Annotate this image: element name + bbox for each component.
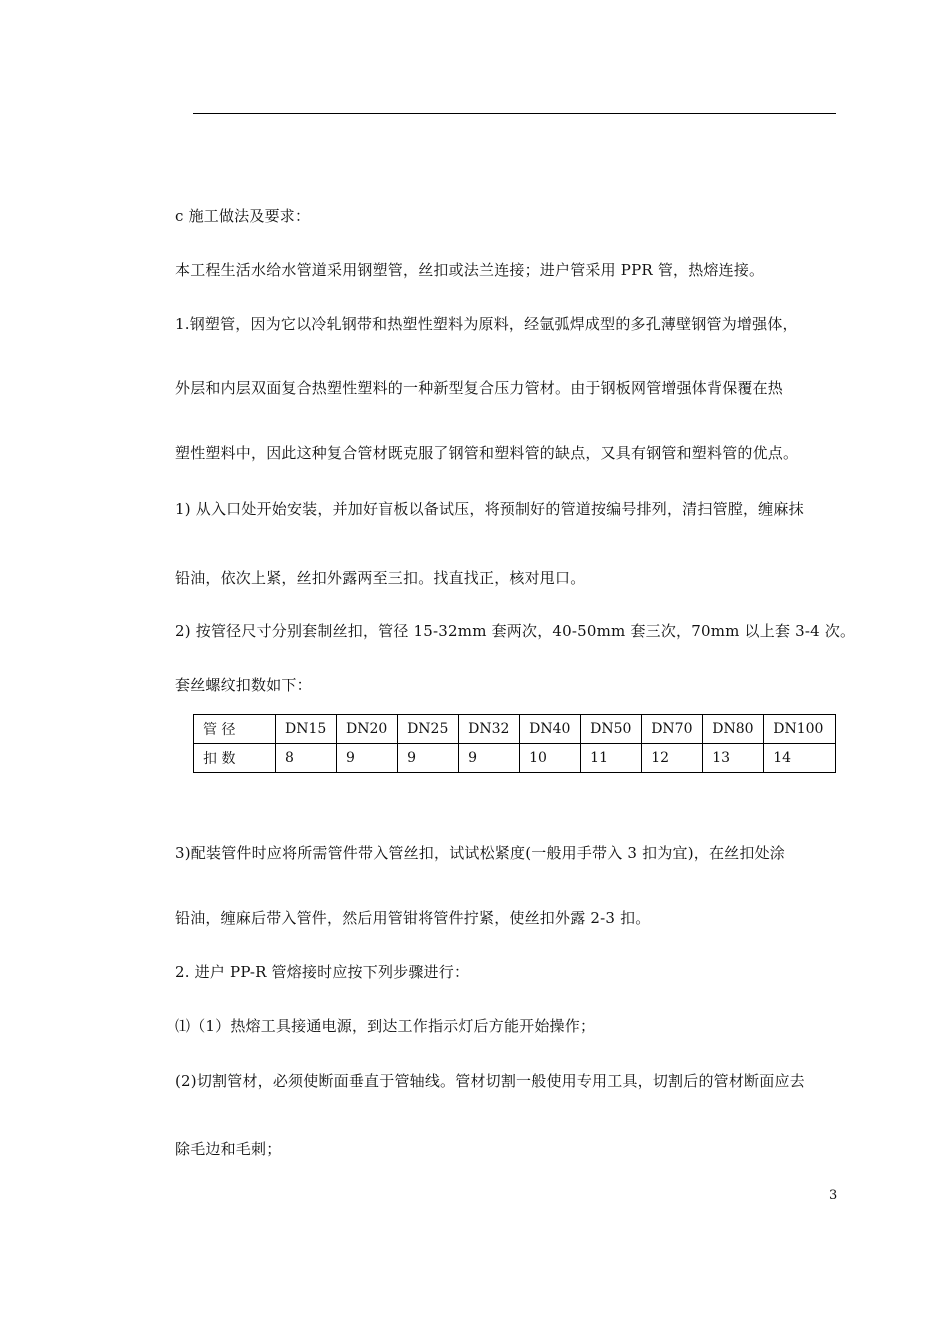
paragraph-line: ⑴（1）热熔工具接通电源，到达工作指示灯后方能开始操作；	[175, 1017, 596, 1035]
table-cell: 9	[398, 744, 459, 773]
table-cell: DN25	[398, 715, 459, 744]
table-cell: 9	[337, 744, 398, 773]
table-cell: DN20	[337, 715, 398, 744]
paragraph-line: 铅油，依次上紧，丝扣外露两至三扣。找直找正，核对甩口。	[175, 569, 586, 587]
table-row	[194, 744, 836, 773]
table-row	[194, 715, 836, 744]
section-heading: 2. 进户 PP-R 管熔接时应按下列步骤进行：	[175, 963, 470, 981]
table-cell: 10	[520, 744, 581, 773]
table-cell: 13	[703, 744, 764, 773]
table-cell: DN50	[581, 715, 642, 744]
table-cell: 管 径	[194, 715, 276, 744]
page-number: 3	[829, 1188, 838, 1203]
table-cell: 8	[276, 744, 337, 773]
table-caption: 套丝螺纹扣数如下：	[175, 676, 312, 694]
thread-count-table	[193, 714, 836, 773]
table-cell: DN70	[642, 715, 703, 744]
table-cell: DN100	[764, 715, 836, 744]
paragraph-line: 1.钢塑管，因为它以冷轧钢带和热塑性塑料为原料，经氩弧焊成型的多孔薄壁钢管为增强体，	[175, 315, 798, 333]
intro-paragraph: 本工程生活水给水管道采用钢塑管，丝扣或法兰连接；进户管采用 PPR 管，热熔连接。	[175, 261, 765, 279]
paragraph-line: (2)切割管材，必须使断面垂直于管轴线。管材切割一般使用专用工具，切割后的管材断面应去	[175, 1072, 805, 1090]
paragraph-line: 2) 按管径尺寸分别套制丝扣，管径 15-32mm 套两次，40-50mm 套三次，70mm 以上套 3-4 次。	[175, 622, 856, 640]
paragraph-line: 除毛边和毛刺；	[175, 1140, 282, 1158]
paragraph-line: 塑性塑料中，因此这种复合管材既克服了钢管和塑料管的缺点，又具有钢管和塑料管的优点。	[175, 444, 799, 462]
paragraph-line: 1) 从入口处开始安装，并加好盲板以备试压，将预制好的管道按编号排列，清扫管膛，缠麻抹	[175, 500, 804, 518]
header-rule	[193, 113, 836, 114]
paragraph-line: 3)配装管件时应将所需管件带入管丝扣，试试松紧度(一般用手带入 3 扣为宜)，在丝扣处涂	[175, 844, 785, 862]
paragraph-line: 铅油，缠麻后带入管件，然后用管钳将管件拧紧，使丝扣外露 2-3 扣。	[175, 909, 651, 927]
table-cell: DN80	[703, 715, 764, 744]
table-cell: 14	[764, 744, 836, 773]
table-cell: 12	[642, 744, 703, 773]
table-cell: 9	[459, 744, 520, 773]
table-cell: DN32	[459, 715, 520, 744]
table-cell: DN40	[520, 715, 581, 744]
paragraph-line: 外层和内层双面复合热塑性塑料的一种新型复合压力管材。由于钢板网管增强体背保覆在热	[175, 379, 784, 397]
table-cell: 扣 数	[194, 744, 276, 773]
section-heading: c 施工做法及要求：	[175, 207, 311, 225]
table-cell: 11	[581, 744, 642, 773]
table-cell: DN15	[276, 715, 337, 744]
